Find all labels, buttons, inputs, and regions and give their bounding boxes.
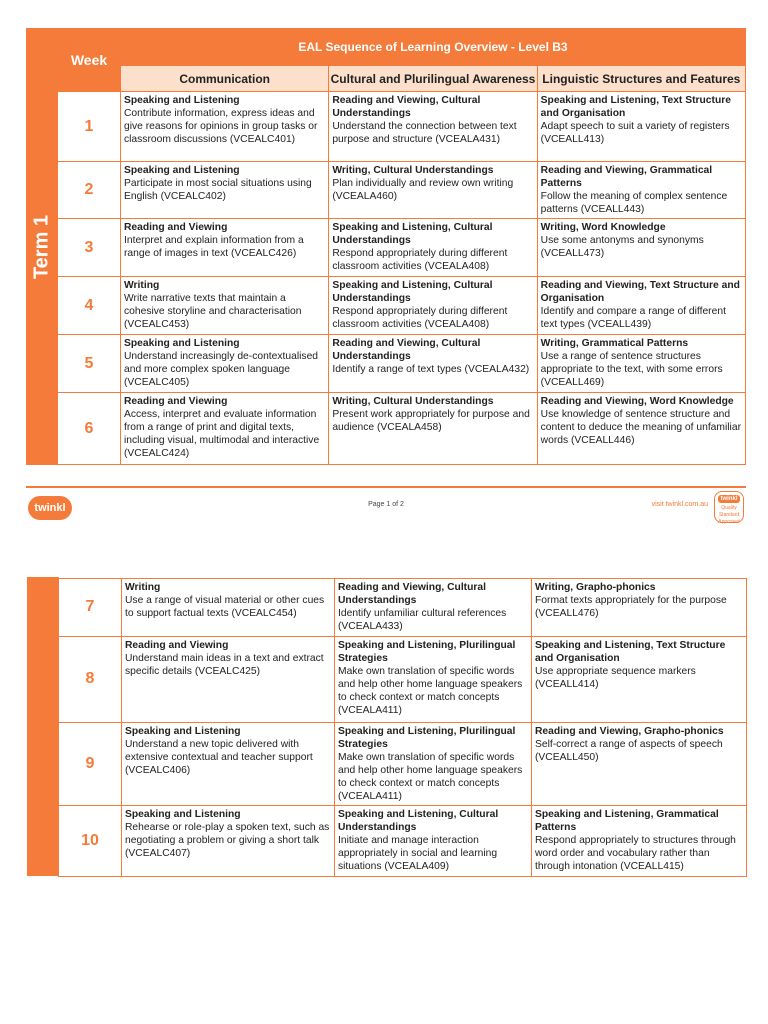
cultural-cell: [329, 277, 537, 335]
descriptor-text: Use appropriate sequence markers (VCEALL414): [535, 665, 696, 690]
descriptor-text: Present work appropriately for purpose and audience (VCEALA458): [332, 409, 530, 433]
descriptor-text: Use a range of sentence structures appropriate to the text, with some errors (VCEALL469): [540, 351, 723, 388]
strand-heading: Writing, Grammatical Patterns: [540, 338, 689, 349]
strand-heading: Reading and Viewing: [124, 396, 228, 407]
week-number: 9: [59, 722, 122, 805]
week-number: 3: [58, 219, 121, 277]
strand-heading: Reading and Viewing, Cultural Understandings: [332, 338, 481, 362]
cultural-cell: [335, 578, 532, 636]
week-number: 7: [59, 578, 122, 636]
descriptor-text: Identify and compare a range of different text types (VCEALL439): [540, 306, 726, 330]
descriptor-text: Initiate and manage interaction appropriately in social and learning situations (VCEALA409): [338, 834, 498, 872]
strand-heading: Writing, Grapho-phonics: [535, 581, 656, 593]
week-row: [28, 805, 747, 876]
strand-heading: Speaking and Listening, Cultural Understandings: [338, 808, 499, 833]
column-header-linguistic: Linguistic Structures and Features: [537, 66, 745, 92]
strand-heading: Speaking and Listening, Plurilingual Strategies: [338, 725, 516, 750]
quality-badge-icon: [714, 491, 744, 523]
week-number: 6: [58, 393, 121, 465]
badge-logo: twinkl: [718, 495, 740, 503]
communication-cell: [121, 393, 329, 465]
descriptor-text: Self-correct a range of aspects of speech (VCEALL450): [535, 738, 723, 763]
descriptor-text: Participate in most social situations using English (VCEALC402): [124, 178, 312, 202]
linguistic-cell: [537, 277, 745, 335]
descriptor-text: Respond appropriately during different classroom activities (VCEALA408): [332, 306, 508, 330]
descriptor-text: Rehearse or role-play a spoken text, such as negotiating a problem or giving a short talk (VCEALC407): [125, 821, 330, 859]
strand-heading: Reading and Viewing, Word Knowledge: [540, 396, 734, 407]
week-row: [27, 335, 746, 393]
week-number: 1: [58, 92, 121, 162]
descriptor-text: Understand the connection between text purpose and structure (VCEALA431): [332, 121, 517, 145]
descriptor-text: Respond appropriately to structures through word order and vocabulary rather than through intonation (VCEALL415): [535, 834, 736, 872]
strand-heading: Reading and Viewing, Text Structure and Organisation: [540, 280, 740, 304]
cultural-cell: [335, 722, 532, 805]
strand-heading: Speaking and Listening: [125, 808, 241, 820]
strand-heading: Reading and Viewing: [125, 639, 229, 651]
column-header-communication: Communication: [121, 66, 329, 92]
descriptor-text: Contribute information, express ideas and give reasons for opinions in group tasks or classroom discussions (VCEALC401): [124, 108, 318, 145]
linguistic-cell: [537, 393, 745, 465]
strand-heading: Reading and Viewing, Cultural Understandings: [332, 95, 481, 119]
cultural-cell: [329, 92, 537, 162]
descriptor-text: Make own translation of specific words and help other home language speakers to check context or match concepts (VCEALA411): [338, 751, 523, 802]
document-title: EAL Sequence of Learning Overview - Level B3: [121, 29, 746, 66]
week-row: [27, 219, 746, 277]
descriptor-text: Understand a new topic delivered with extensive contextual and teacher support (VCEALC406): [125, 738, 313, 776]
communication-cell: [121, 219, 329, 277]
cultural-cell: [335, 636, 532, 722]
linguistic-cell: [537, 92, 745, 162]
week-row: [28, 636, 747, 722]
linguistic-cell: [537, 335, 745, 393]
strand-heading: Writing, Word Knowledge: [540, 222, 666, 233]
strand-heading: Speaking and Listening, Grammatical Patterns: [535, 808, 719, 833]
descriptor-text: Identify a range of text types (VCEALA432): [332, 364, 530, 375]
descriptor-text: Plan individually and review own writing (VCEALA460): [332, 178, 514, 202]
communication-cell: [121, 162, 329, 219]
strand-heading: Speaking and Listening: [124, 165, 240, 176]
week-number: 2: [58, 162, 121, 219]
descriptor-text: Format texts appropriately for the purpose (VCEALL476): [535, 594, 727, 619]
week-number: 5: [58, 335, 121, 393]
week-row: [28, 722, 747, 805]
page-footer: [26, 486, 746, 526]
badge-text: Quality Standard Approved: [718, 505, 740, 525]
week-number: 8: [59, 636, 122, 722]
cultural-cell: [335, 805, 532, 876]
descriptor-text: Access, interpret and evaluate information from a range of print and digital texts, including visual, multimodal and interactive (VCEALC424): [124, 409, 320, 459]
strand-heading: Speaking and Listening: [124, 338, 240, 349]
term-column-continued: [28, 578, 59, 877]
term-label: Term 1: [30, 214, 53, 279]
cultural-cell: [329, 162, 537, 219]
strand-heading: Reading and Viewing, Grapho-phonics: [535, 725, 724, 737]
descriptor-text: Understand increasingly de-contextualised and more complex spoken language (VCEALC405): [124, 351, 319, 388]
strand-heading: Speaking and Listening, Text Structure and Organisation: [540, 95, 731, 119]
descriptor-text: Follow the meaning of complex sentence patterns (VCEALL443): [540, 191, 728, 215]
communication-cell: [121, 92, 329, 162]
strand-heading: Reading and Viewing, Grammatical Patterns: [540, 165, 713, 189]
strand-heading: Speaking and Listening, Plurilingual Strategies: [338, 639, 516, 664]
strand-heading: Reading and Viewing: [124, 222, 228, 233]
linguistic-cell: [532, 578, 747, 636]
communication-cell: [122, 578, 335, 636]
descriptor-text: Identify unfamiliar cultural references (VCEALA433): [338, 607, 507, 632]
strand-heading: Reading and Viewing, Cultural Understandings: [338, 581, 486, 606]
linguistic-cell: [532, 636, 747, 722]
week-row: [27, 162, 746, 219]
descriptor-text: Make own translation of specific words and help other home language speakers to check context or match concepts (VCEALA411): [338, 665, 523, 716]
strand-heading: Writing, Cultural Understandings: [332, 165, 494, 176]
website-link[interactable]: visit twinkl.com.au: [651, 501, 708, 508]
cultural-cell: [329, 219, 537, 277]
strand-heading: Speaking and Listening: [124, 95, 240, 106]
linguistic-cell: [532, 722, 747, 805]
strand-heading: Speaking and Listening, Text Structure and Organisation: [535, 639, 726, 664]
communication-cell: [121, 335, 329, 393]
strand-heading: Speaking and Listening, Cultural Understandings: [332, 280, 493, 304]
strand-heading: Writing: [124, 280, 160, 291]
week-number: 10: [59, 805, 122, 876]
strand-heading: Writing: [125, 581, 161, 593]
communication-cell: [121, 277, 329, 335]
week-row: [27, 92, 746, 162]
communication-cell: [122, 636, 335, 722]
linguistic-cell: [537, 219, 745, 277]
descriptor-text: Adapt speech to suit a variety of registers (VCEALL413): [540, 121, 730, 145]
week-header: Week: [58, 29, 121, 92]
week-row: [28, 578, 747, 636]
sequence-table-page-1: [26, 28, 746, 465]
week-number: 4: [58, 277, 121, 335]
descriptor-text: Use knowledge of sentence structure and content to deduce the meaning of unfamiliar words (VCEALL446): [540, 409, 742, 446]
week-row: [27, 393, 746, 465]
descriptor-text: Write narrative texts that maintain a cohesive storyline and characterisation (VCEALC453): [124, 293, 302, 330]
communication-cell: [122, 722, 335, 805]
strand-heading: Speaking and Listening: [125, 725, 241, 737]
communication-cell: [122, 805, 335, 876]
descriptor-text: Respond appropriately during different classroom activities (VCEALA408): [332, 248, 508, 272]
page-number: Page 1 of 2: [368, 501, 404, 508]
sequence-table-page-2: [27, 577, 747, 877]
week-row: [27, 277, 746, 335]
descriptor-text: Understand main ideas in a text and extract specific details (VCEALC425): [125, 652, 324, 677]
strand-heading: Speaking and Listening, Cultural Understandings: [332, 222, 493, 246]
descriptor-text: Use a range of visual material or other cues to support factual texts (VCEALC454): [125, 594, 325, 619]
linguistic-cell: [532, 805, 747, 876]
column-header-cultural: Cultural and Plurilingual Awareness: [329, 66, 537, 92]
cultural-cell: [329, 335, 537, 393]
descriptor-text: Use some antonyms and synonyms (VCEALL473): [540, 235, 704, 259]
cultural-cell: [329, 393, 537, 465]
strand-heading: Writing, Cultural Understandings: [332, 396, 494, 407]
descriptor-text: Interpret and explain information from a range of images in text (VCEALC426): [124, 235, 304, 259]
twinkl-logo[interactable]: twinkl: [28, 496, 72, 520]
linguistic-cell: [537, 162, 745, 219]
term-column: [27, 29, 58, 465]
